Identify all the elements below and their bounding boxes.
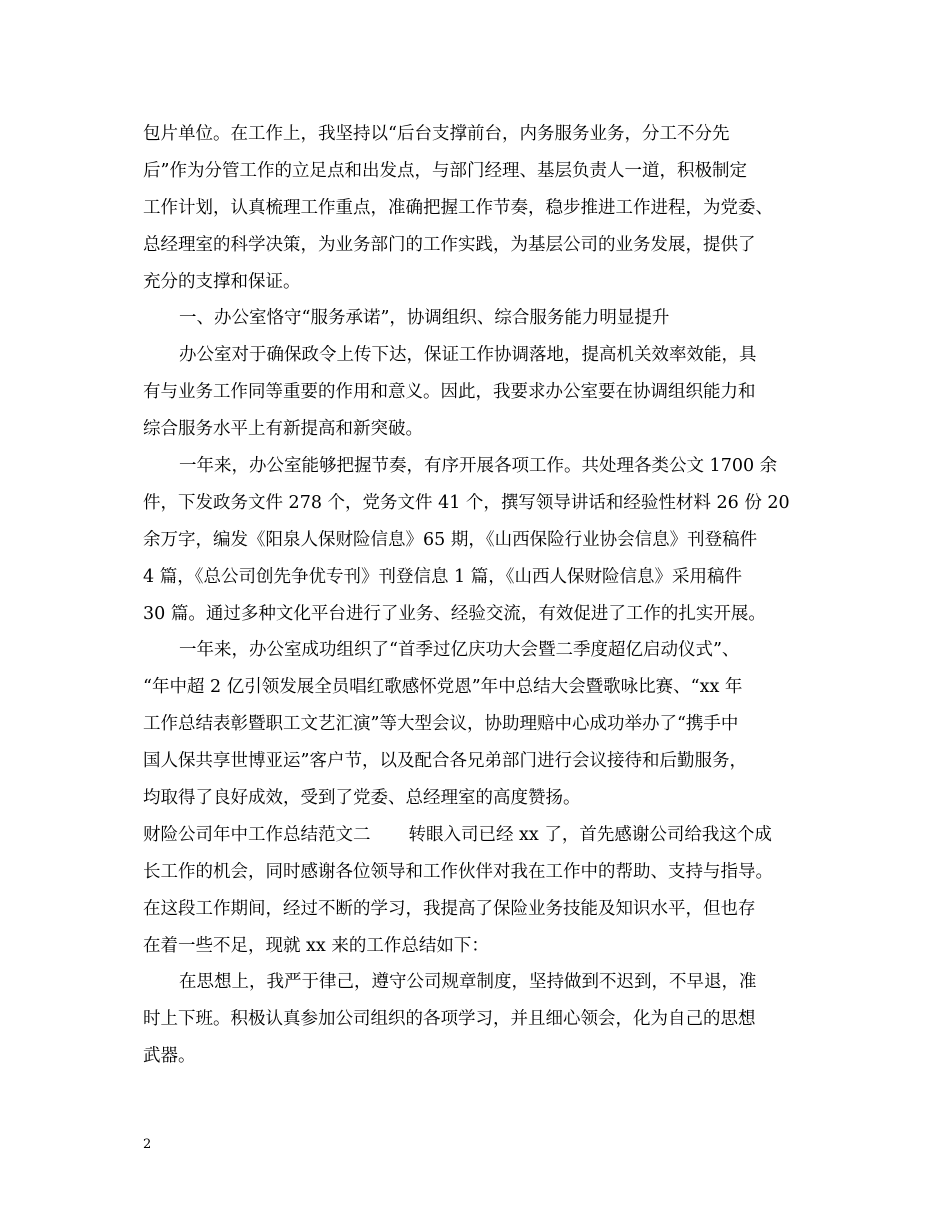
page-number: 2 [143,1137,152,1152]
text-line: 充分的支撑和保证。 [143,271,301,292]
text-line: 总经理室的科学决策，为业务部门的工作实践，为基层公司的业务发展，提供了 [143,234,756,255]
text-line: 在着一些不足，现就 xx 来的工作总结如下： [143,935,489,956]
document-body [143,116,808,1075]
text-line: 一年来，办公室成功组织了“首季过亿庆功大会暨二季度超亿启动仪式”、 [179,640,740,661]
text-line: 4 篇，《总公司创先争优专刊》刊登信息 1 篇，《山西人保财险信息》采用稿件 [143,566,742,587]
text-line: 办公室对于确保政令上传下达，保证工作协调落地，提高机关效率效能，具 [179,345,757,366]
text-line: 武器。 [143,1046,196,1067]
text-line: 包片单位。在工作上，我坚持以“后台支撑前台，内务服务业务，分工不分先 [143,124,730,144]
text-line: 一、办公室恪守“服务承诺”，协调组织、综合服务能力明显提升 [179,308,670,329]
text-line: 件，下发政务文件 278 个，党务文件 41 个，撰写领导讲话和经验性材料 26 份 20 [143,492,790,513]
text-line: 均取得了良好成效，受到了党委、总经理室的高度赞扬。 [143,788,581,809]
text-line: 时上下班。积极认真参加公司组织的各项学习，并且细心领会，化为自己的思想 [143,1009,756,1030]
section-heading-line [143,817,808,854]
text-line: 一年来，办公室能够把握节奏，有序开展各项工作。共处理各类公文 1700 余 [179,456,778,477]
text-line: 30 篇。通过多种文化平台进行了业务、经验交流，有效促进了工作的扎实开展。 [143,603,766,624]
paragraphs-part-two [143,854,808,1075]
text-line: “年中超 2 亿引领发展全员唱红歌感怀党恩”年中总结大会暨歌咏比赛、“xx 年 [143,677,743,698]
paragraphs-part-one [143,116,808,817]
text-line: 在思想上，我严于律己，遵守公司规章制度，坚持做到不迟到，不早退，准 [179,972,757,993]
text-line: 综合服务水平上有新提高和新突破。 [143,419,423,440]
section-first-line-text: 转眼入司已经 xx 了，首先感谢公司给我这个成 [408,824,772,845]
text-line: 余万字，编发《阳泉人保财险信息》65 期，《山西保险行业协会信息》刊登稿件 [143,529,758,550]
text-line: 后”作为分管工作的立足点和出发点，与部门经理、基层负责人一道，积极制定 [143,160,747,181]
text-line: 国人保共享世博亚运”客户节，以及配合各兄弟部门进行会议接待和后勤服务， [143,751,747,772]
section-title: 财险公司年中工作总结范文二 [143,824,371,845]
text-line: 在这段工作期间，经过不断的学习，我提高了保险业务技能及知识水平，但也存 [143,898,756,919]
text-line: 有与业务工作同等重要的作用和意义。因此，我要求办公室要在协调组织能力和 [143,382,756,403]
text-line: 长工作的机会，同时感谢各位领导和工作伙伴对我在工作中的帮助、支持与指导。 [143,861,773,882]
text-line: 工作总结表彰暨职工文艺汇演”等大型会议，协助理赔中心成功举办了“携手中 [143,714,739,735]
text-line: 工作计划，认真梳理工作重点，准确把握工作节奏，稳步推进工作进程，为党委、 [143,197,773,218]
